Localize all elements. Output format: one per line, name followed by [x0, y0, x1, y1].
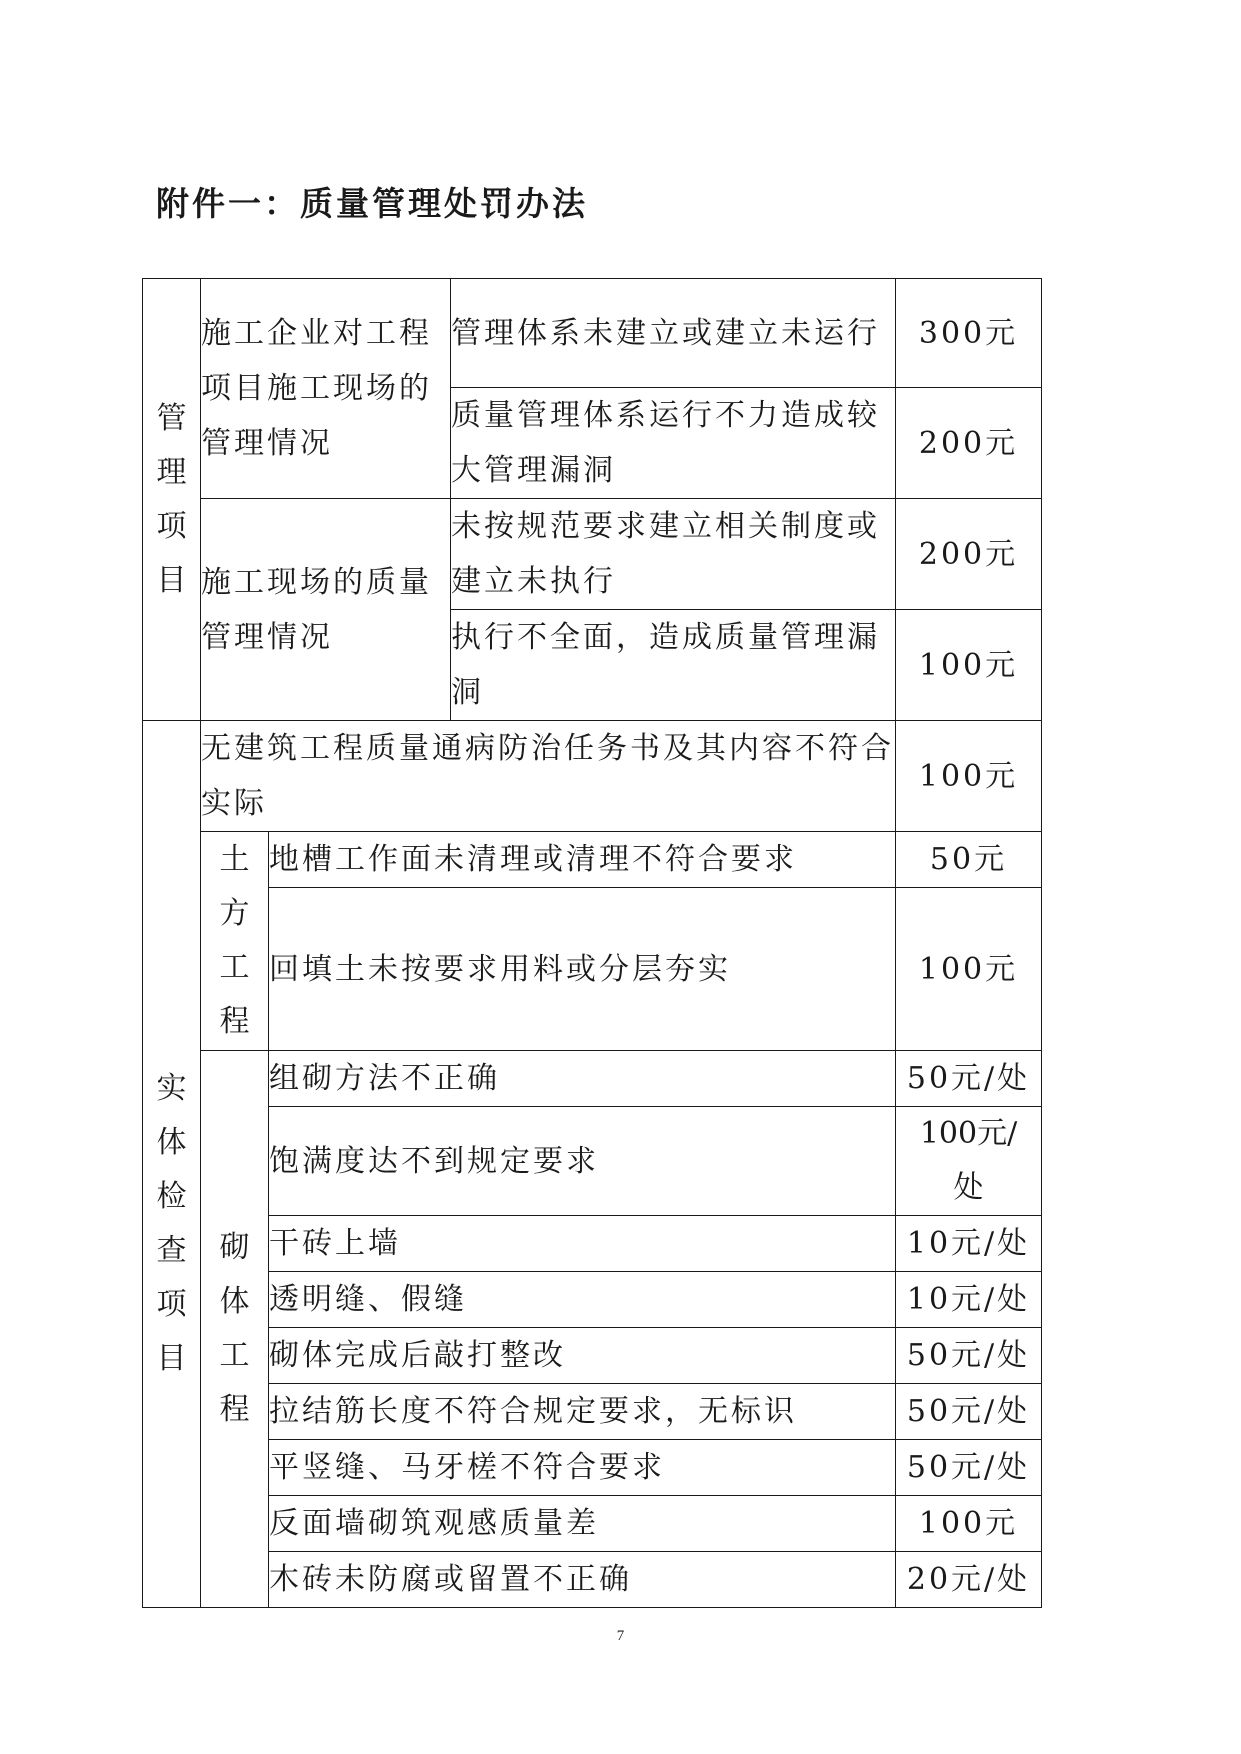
penalty-amount: 50元/处 — [896, 1051, 1042, 1107]
sub-category-label-masonry: 砌体工程 — [201, 1051, 269, 1608]
table-row — [143, 1328, 1042, 1384]
penalty-amount — [896, 1107, 1042, 1216]
penalty-amount: 10元/处 — [896, 1216, 1042, 1272]
penalty-amount: 200元 — [896, 499, 1042, 610]
penalty-table — [142, 278, 1042, 1608]
item-description: 木砖未防腐或留置不正确 — [269, 1552, 896, 1608]
penalty-amount-text: 100元/处 — [919, 1116, 1018, 1205]
page-title: 附件一：质量管理处罚办法 — [156, 184, 588, 223]
item-description: 干砖上墙 — [269, 1216, 896, 1272]
table-row — [143, 1272, 1042, 1328]
penalty-amount: 100元 — [896, 610, 1042, 721]
item-description: 未按规范要求建立相关制度或建立未执行 — [451, 499, 896, 610]
item-description: 管理体系未建立或建立未运行 — [451, 279, 896, 388]
section-label-management: 管理项目 — [143, 279, 201, 721]
sub-category-label-earthwork: 土方工程 — [201, 832, 269, 1051]
table-row — [143, 499, 1042, 610]
item-description: 地槽工作面未清理或清理不符合要求 — [269, 832, 896, 888]
penalty-amount: 100元 — [896, 888, 1042, 1051]
table-row — [143, 1384, 1042, 1440]
penalty-amount: 50元/处 — [896, 1328, 1042, 1384]
penalty-amount: 20元/处 — [896, 1552, 1042, 1608]
item-description: 平竖缝、马牙槎不符合要求 — [269, 1440, 896, 1496]
item-description: 饱满度达不到规定要求 — [269, 1107, 896, 1216]
table-row — [143, 888, 1042, 1051]
item-description: 质量管理体系运行不力造成较大管理漏洞 — [451, 388, 896, 499]
item-description: 执行不全面，造成质量管理漏洞 — [451, 610, 896, 721]
sub-category-label: 施工企业对工程项目施工现场的管理情况 — [201, 279, 451, 499]
penalty-amount: 10元/处 — [896, 1272, 1042, 1328]
item-description: 反面墙砌筑观感质量差 — [269, 1496, 896, 1552]
page-number: 7 — [616, 1628, 625, 1644]
penalty-amount: 200元 — [896, 388, 1042, 499]
item-description: 拉结筋长度不符合规定要求，无标识 — [269, 1384, 896, 1440]
table-row — [143, 1051, 1042, 1107]
section-label-entity: 实体检查项目 — [143, 721, 201, 1608]
item-description: 组砌方法不正确 — [269, 1051, 896, 1107]
table-row — [143, 1496, 1042, 1552]
penalty-amount: 100元 — [896, 1496, 1042, 1552]
table-row — [143, 279, 1042, 388]
table-row — [143, 1216, 1042, 1272]
item-description: 无建筑工程质量通病防治任务书及其内容不符合实际 — [201, 721, 896, 832]
item-description: 透明缝、假缝 — [269, 1272, 896, 1328]
table-row — [143, 721, 1042, 832]
sub-category-label: 施工现场的质量管理情况 — [201, 499, 451, 721]
penalty-amount: 50元/处 — [896, 1384, 1042, 1440]
penalty-amount: 300元 — [896, 279, 1042, 388]
penalty-amount: 50元 — [896, 832, 1042, 888]
table-row — [143, 1552, 1042, 1608]
table-row — [143, 1440, 1042, 1496]
table-row — [143, 1107, 1042, 1216]
item-description: 砌体完成后敲打整改 — [269, 1328, 896, 1384]
item-description: 回填土未按要求用料或分层夯实 — [269, 888, 896, 1051]
table-row — [143, 832, 1042, 888]
penalty-amount: 100元 — [896, 721, 1042, 832]
penalty-amount: 50元/处 — [896, 1440, 1042, 1496]
